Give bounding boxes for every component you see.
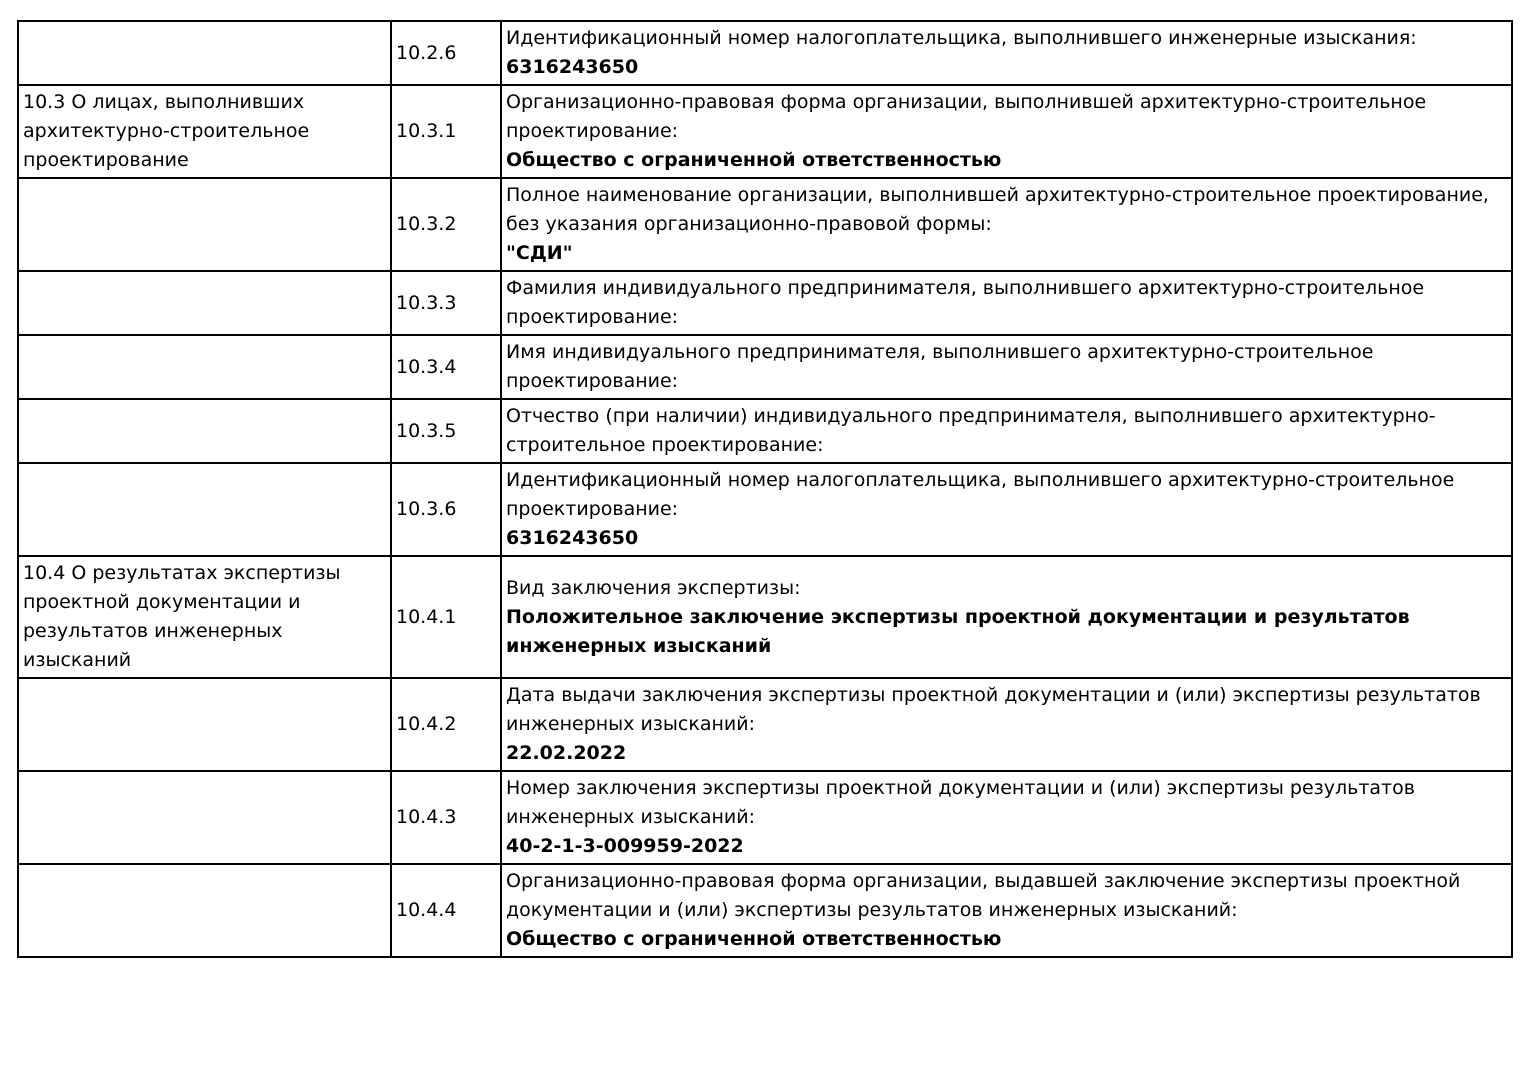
field-value: Общество с ограниченной ответственностью xyxy=(506,149,1002,171)
table-row xyxy=(18,678,1512,771)
content-cell xyxy=(501,21,1512,85)
table-row xyxy=(18,21,1512,85)
section-cell xyxy=(18,771,391,864)
item-number-cell: 10.3.2 xyxy=(391,178,501,271)
content-cell xyxy=(501,399,1512,463)
item-number-cell: 10.3.4 xyxy=(391,335,501,399)
table-row xyxy=(18,335,1512,399)
item-number-cell: 10.4.1 xyxy=(391,556,501,678)
content-cell xyxy=(501,864,1512,957)
content-cell xyxy=(501,335,1512,399)
field-label: Номер заключения экспертизы проектной документации и (или) экспертизы результатов инженерных изысканий: xyxy=(506,777,1415,828)
section-cell xyxy=(18,335,391,399)
item-number-cell: 10.3.1 xyxy=(391,85,501,178)
item-number-cell: 10.3.5 xyxy=(391,399,501,463)
content-cell xyxy=(501,85,1512,178)
content-cell xyxy=(501,678,1512,771)
field-label: Полное наименование организации, выполнившей архитектурно-строительное проектирование, без указания организационно-правовой формы: xyxy=(506,184,1489,235)
section-cell xyxy=(18,399,391,463)
table-row xyxy=(18,85,1512,178)
field-value: 22.02.2022 xyxy=(506,742,627,764)
table-row xyxy=(18,463,1512,556)
table-row xyxy=(18,771,1512,864)
field-label: Идентификационный номер налогоплательщика, выполнившего инженерные изыскания: xyxy=(506,27,1417,49)
table-row xyxy=(18,556,1512,678)
item-number-cell: 10.3.3 xyxy=(391,271,501,335)
item-number-cell: 10.4.3 xyxy=(391,771,501,864)
section-cell xyxy=(18,21,391,85)
content-cell xyxy=(501,556,1512,678)
item-number-cell: 10.3.6 xyxy=(391,463,501,556)
section-cell xyxy=(18,463,391,556)
section-cell: 10.3 О лицах, выполнивших архитектурно-строительное проектирование xyxy=(18,85,391,178)
field-label: Фамилия индивидуального предпринимателя, выполнившего архитектурно-строительное проектирование: xyxy=(506,277,1425,328)
field-value: Общество с ограниченной ответственностью xyxy=(506,928,1002,950)
item-number-cell: 10.4.2 xyxy=(391,678,501,771)
declaration-table xyxy=(17,20,1513,958)
content-cell xyxy=(501,178,1512,271)
field-label: Дата выдачи заключения экспертизы проектной документации и (или) экспертизы результатов инженерных изысканий: xyxy=(506,684,1481,735)
content-cell xyxy=(501,463,1512,556)
field-label: Вид заключения экспертизы: xyxy=(506,576,801,599)
content-cell xyxy=(501,271,1512,335)
table-row xyxy=(18,271,1512,335)
item-number-cell: 10.4.4 xyxy=(391,864,501,957)
field-value: Положительное заключение экспертизы проектной документации и результатов инженерных изысканий xyxy=(506,605,1410,657)
field-value: 6316243650 xyxy=(506,527,639,549)
section-cell xyxy=(18,271,391,335)
table-row xyxy=(18,399,1512,463)
field-label: Организационно-правовая форма организации, выдавшей заключение экспертизы проектной документации и (или) экспертизы результатов инженерных изысканий: xyxy=(506,870,1461,921)
field-label: Идентификационный номер налогоплательщика, выполнившего архитектурно-строительное проектирование: xyxy=(506,469,1455,520)
field-label: Отчество (при наличии) индивидуального предпринимателя, выполнившего архитектурно-строительное проектирование: xyxy=(506,405,1436,456)
section-cell: 10.4 О результатах экспертизы проектной документации и результатов инженерных изысканий xyxy=(18,556,391,678)
section-cell xyxy=(18,678,391,771)
table-row xyxy=(18,178,1512,271)
field-value: 40-2-1-3-009959-2022 xyxy=(506,835,744,857)
field-value: "СДИ" xyxy=(506,242,573,264)
field-label: Имя индивидуального предпринимателя, выполнившего архитектурно-строительное проектирование: xyxy=(506,341,1374,392)
field-value: 6316243650 xyxy=(506,56,639,78)
field-label: Организационно-правовая форма организации, выполнившей архитектурно-строительное проектирование: xyxy=(506,91,1427,142)
table-row xyxy=(18,864,1512,957)
content-cell xyxy=(501,771,1512,864)
item-number-cell: 10.2.6 xyxy=(391,21,501,85)
section-cell xyxy=(18,864,391,957)
section-cell xyxy=(18,178,391,271)
